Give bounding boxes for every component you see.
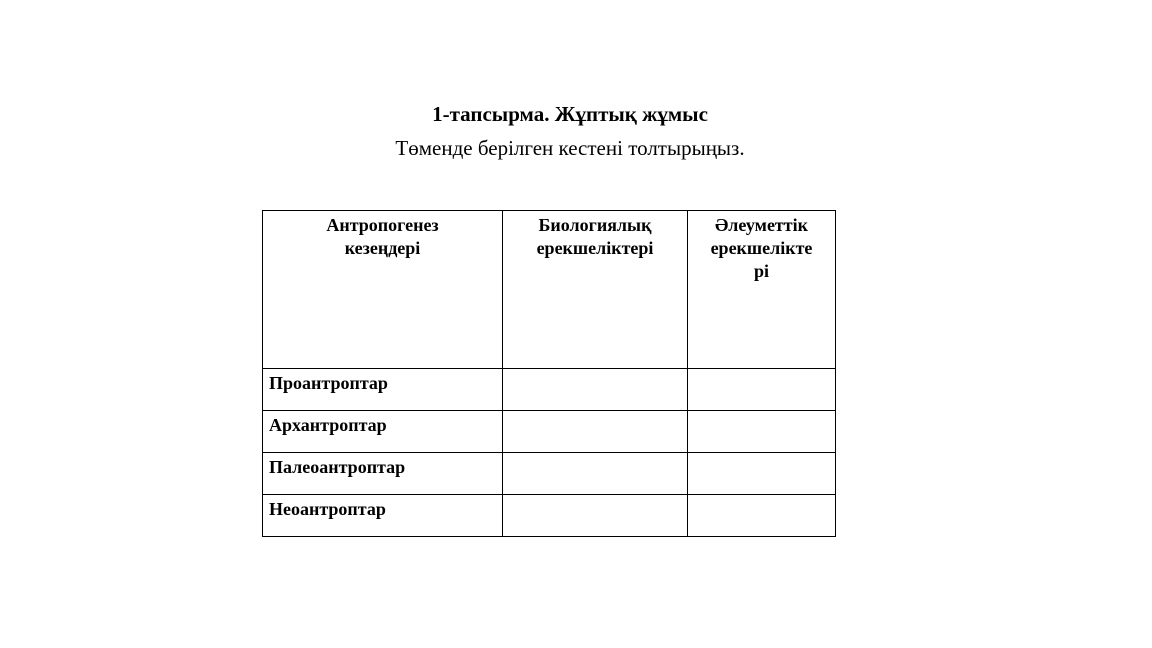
table-row — [263, 411, 836, 453]
social-cell[interactable] — [688, 369, 836, 411]
stage-cell: Проантроптар — [263, 369, 503, 411]
social-cell[interactable] — [688, 453, 836, 495]
task-title: 1-тапсырма. Жұптық жұмыс — [432, 102, 708, 126]
header-line: Биологиялық — [538, 215, 652, 235]
social-cell[interactable] — [688, 411, 836, 453]
header-line: ерекшелікте — [710, 238, 813, 258]
header-social — [688, 211, 836, 369]
task-instruction: Төменде берілген кестені толтырыңыз. — [395, 136, 745, 160]
stage-cell: Архантроптар — [263, 411, 503, 453]
biological-cell[interactable] — [503, 495, 688, 537]
header-line: рі — [753, 261, 769, 281]
stage-cell: Палеоантроптар — [263, 453, 503, 495]
worksheet-table — [262, 210, 836, 537]
biological-cell[interactable] — [503, 453, 688, 495]
table-row — [263, 495, 836, 537]
table-row — [263, 369, 836, 411]
header-line: Антропогенез — [326, 215, 439, 235]
header-line: Әлеуметтік — [714, 215, 808, 235]
header-stages — [263, 211, 503, 369]
table-row — [263, 453, 836, 495]
header-line: ерекшеліктері — [536, 238, 654, 258]
header-biological — [503, 211, 688, 369]
biological-cell[interactable] — [503, 411, 688, 453]
biological-cell[interactable] — [503, 369, 688, 411]
social-cell[interactable] — [688, 495, 836, 537]
header-line: кезеңдері — [344, 238, 421, 258]
table-header-row — [263, 211, 836, 369]
stage-cell: Неоантроптар — [263, 495, 503, 537]
